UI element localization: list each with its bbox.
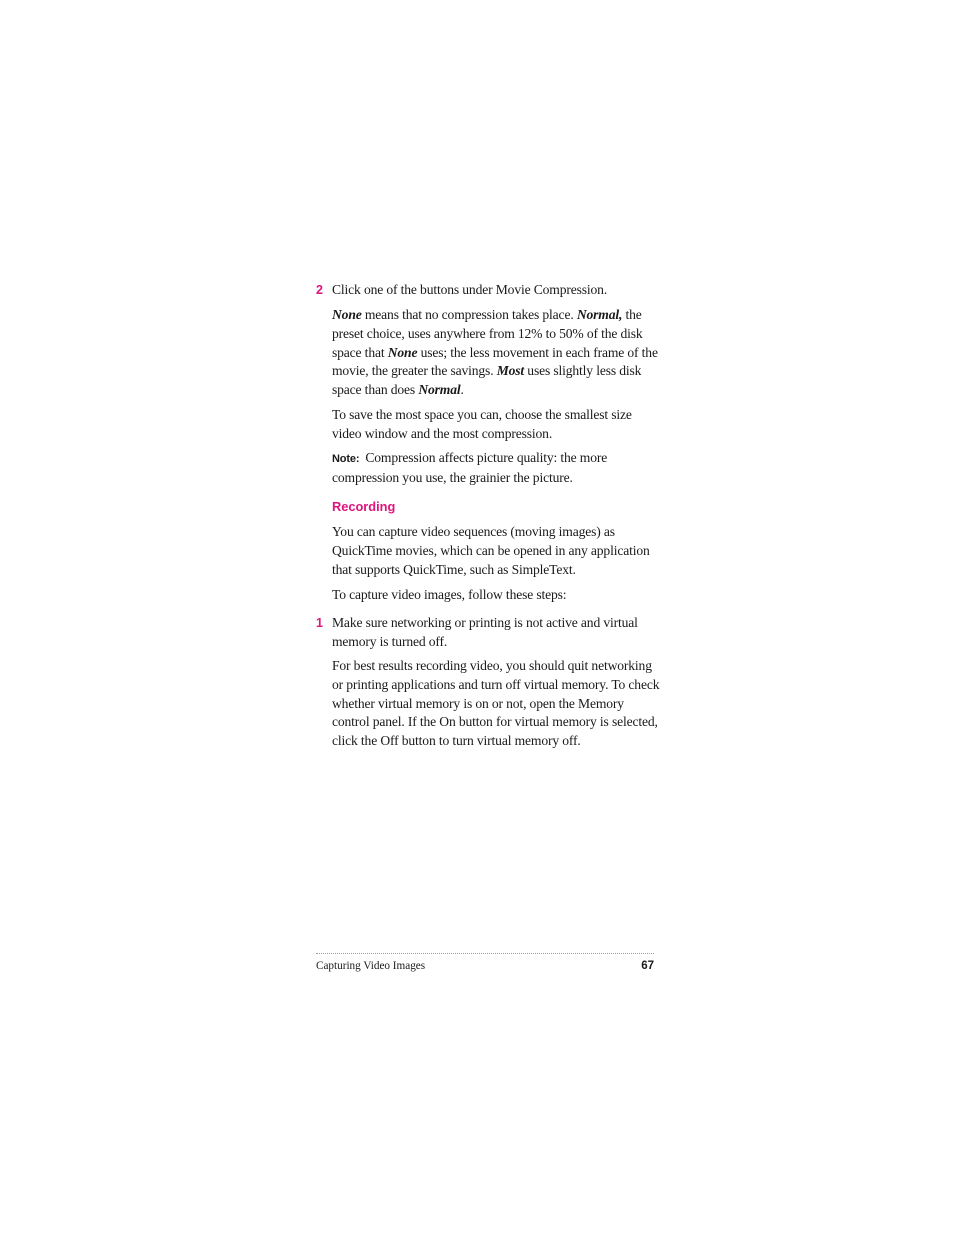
note-paragraph [332, 449, 662, 488]
best-results-paragraph: For best results recording video, you should quit networking or printing applications and turn off virtual memory. To check whether virtual memory is on or not, open the Memory control panel. If the On button for virtual memory is selected, click the Off button to turn virtual memory off. [332, 658, 660, 749]
recording-intro-paragraph: You can capture video sequences (moving images) as QuickTime movies, which can be opened in any application that supports QuickTime, such as SimpleText. [332, 524, 650, 577]
steps-intro-paragraph: To capture video images, follow these steps: [332, 587, 567, 602]
footer-divider [316, 953, 654, 954]
term-most: Most [496, 363, 525, 379]
step-1-text: Make sure networking or printing is not active and virtual memory is turned off. [332, 615, 638, 649]
save-space-paragraph: To save the most space you can, choose the smallest size video window and the most compression. [332, 407, 632, 441]
compression-text-e: . [460, 382, 464, 398]
step-number-1: 1 [316, 616, 323, 630]
note-text: Compression affects picture quality: the more compression you use, the grainier the picture. [332, 450, 608, 485]
compression-text-c: uses; the less movement in each frame of the movie, the greater the savings. [332, 344, 658, 379]
footer-section-title: Capturing Video Images [316, 960, 426, 972]
compression-paragraph [332, 306, 662, 400]
term-normal: Normal [418, 382, 461, 398]
compression-text-d: uses slightly less disk space than does [332, 363, 642, 398]
footer-page-number: 67 [641, 960, 654, 972]
step-2-text: Click one of the buttons under Movie Compression. [332, 282, 608, 297]
term-none: None [387, 344, 418, 360]
term-normal: Normal, [576, 307, 623, 322]
note-label: Note: [332, 453, 360, 465]
section-heading-recording: Recording [332, 499, 396, 514]
compression-text-b: the preset choice, uses anywhere from 12% to 50% of the disk space that [332, 307, 643, 360]
term-none: None [332, 307, 362, 322]
compression-text-a: means that no compression takes place. [361, 307, 577, 322]
step-number-2: 2 [316, 283, 323, 297]
